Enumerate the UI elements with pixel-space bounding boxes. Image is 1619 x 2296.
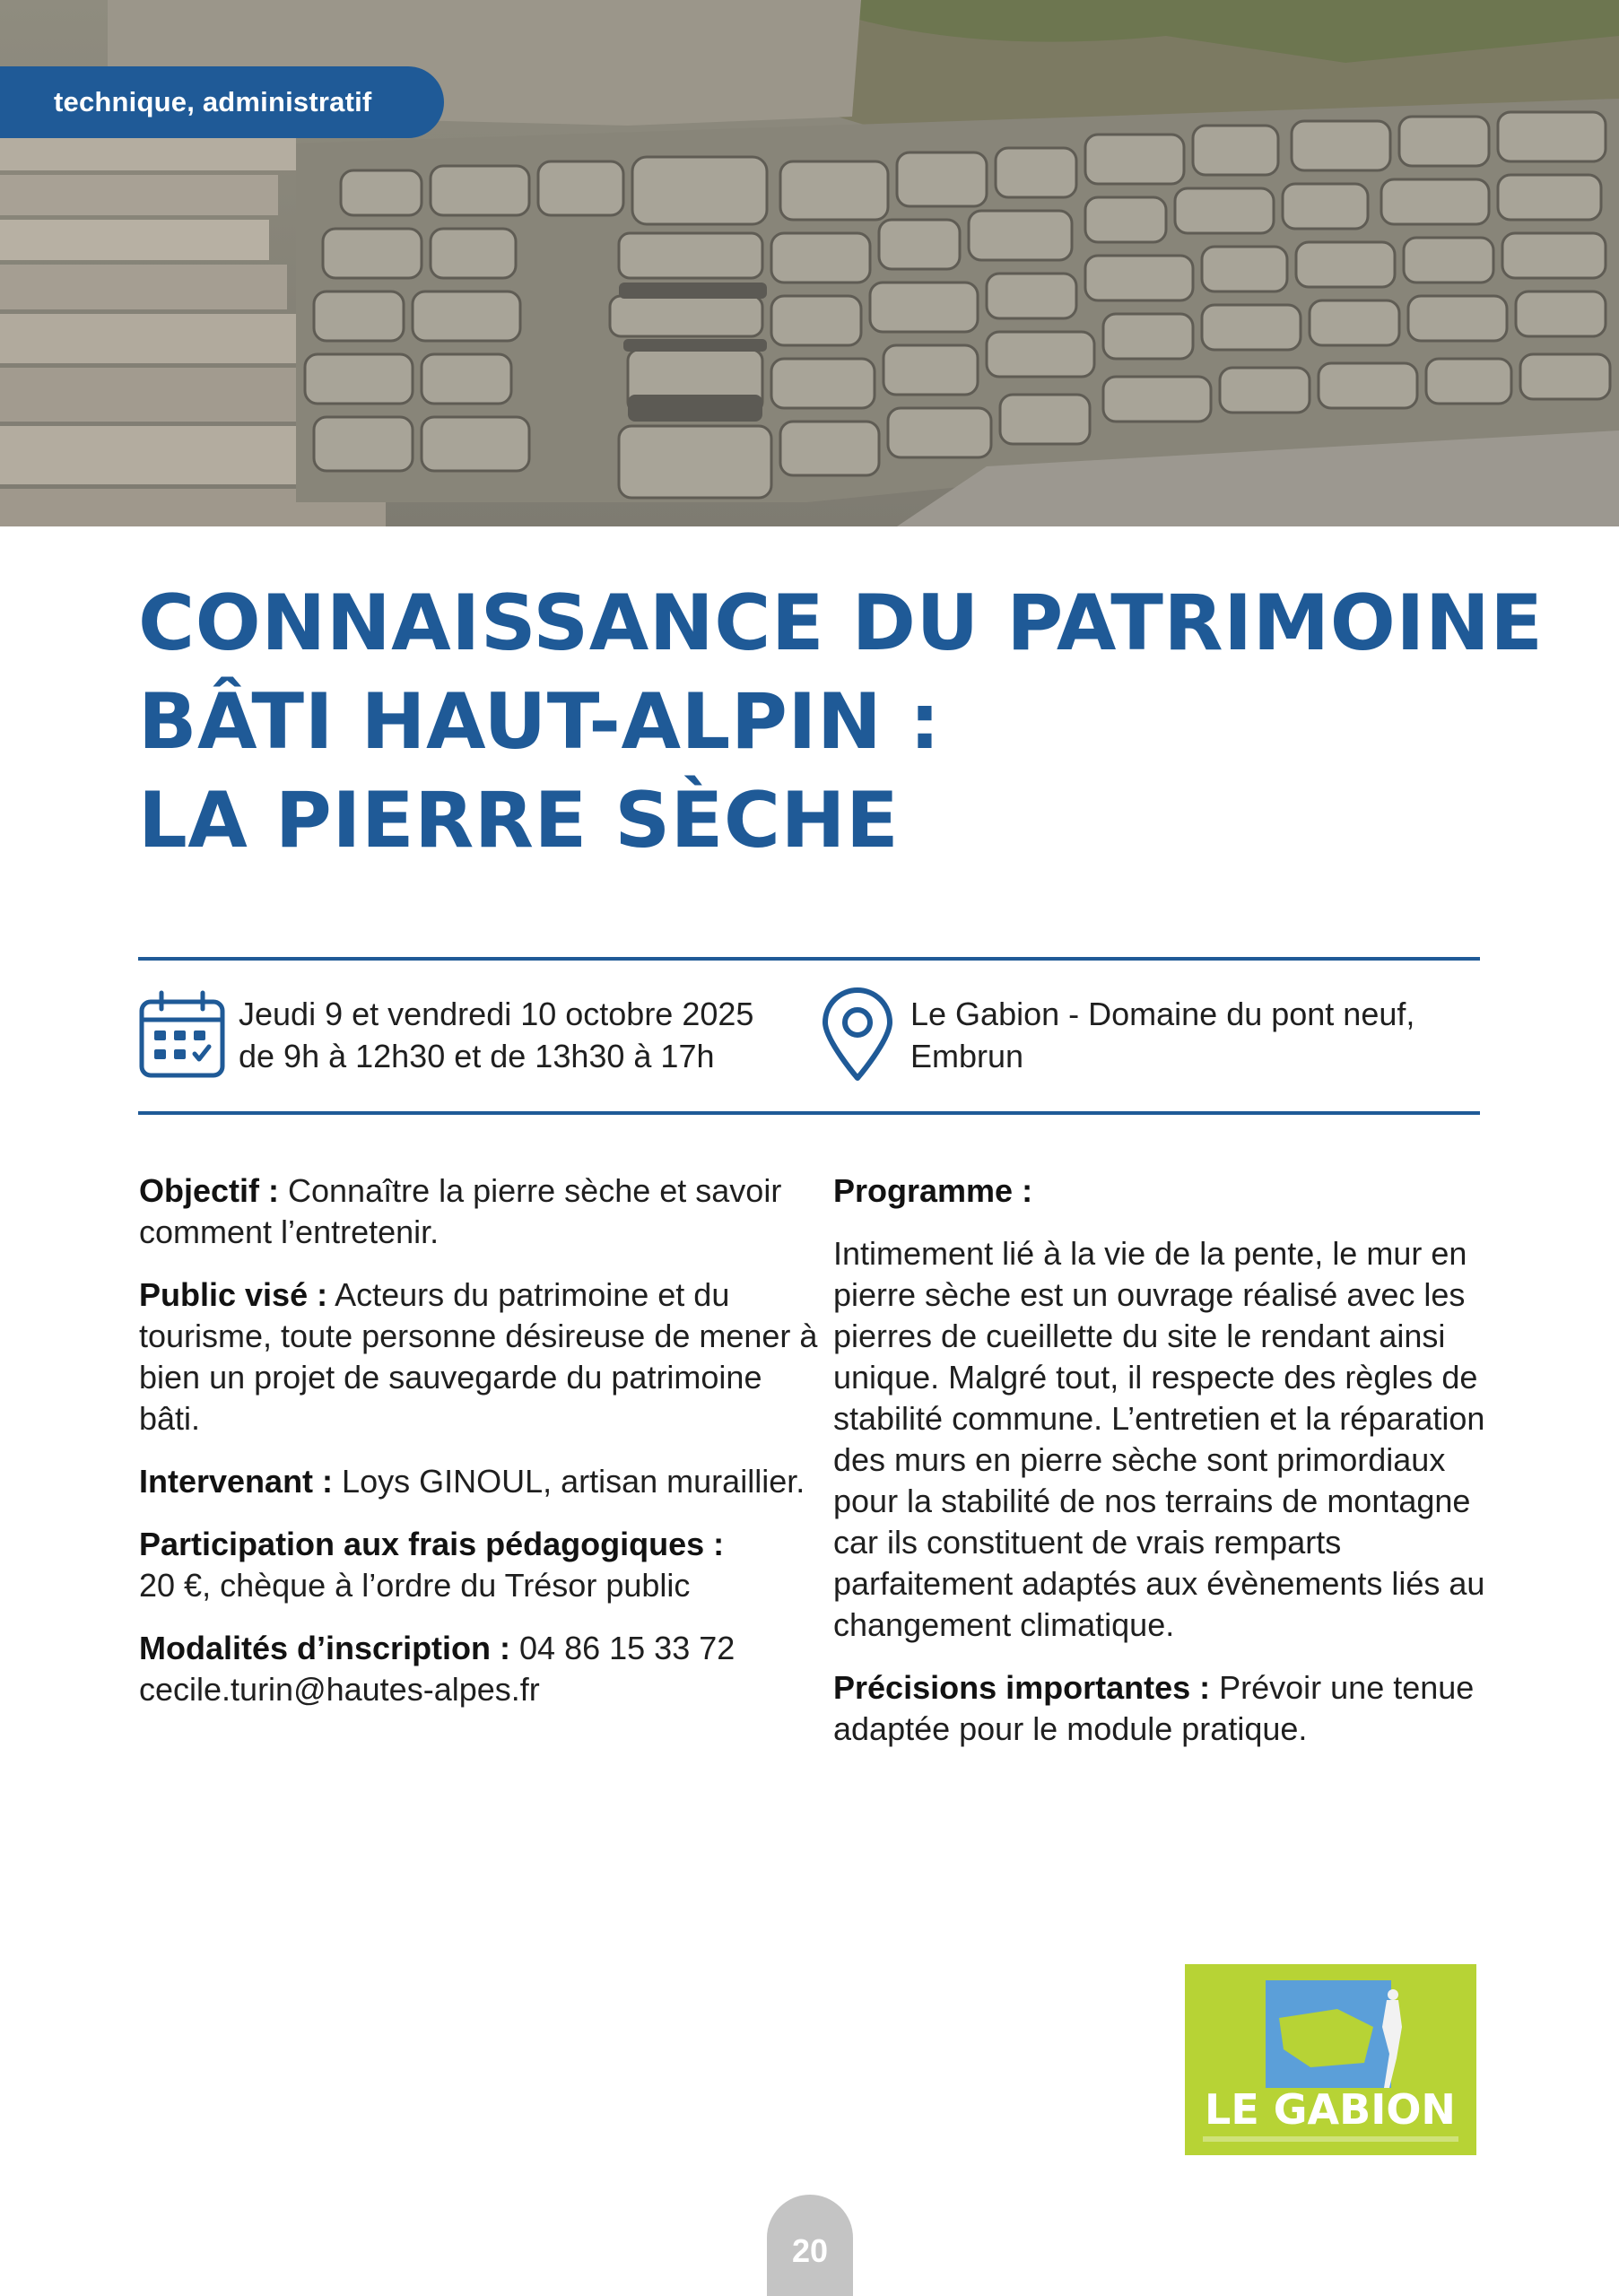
calendar-icon: [138, 989, 226, 1079]
title-line-1: CONNAISSANCE DU PATRIMOINE: [138, 578, 1544, 668]
info-top-divider: [138, 957, 1480, 961]
intervenant-text: Loys GINOUL, artisan muraillier.: [333, 1463, 805, 1500]
page-title: [138, 574, 1544, 870]
event-location-line-1: Le Gabion - Domaine du pont neuf,: [910, 996, 1415, 1032]
public-text: Acteurs du patrimoine et du tourisme, toute personne désireuse de mener à bien un projet de sauvegarde du patrimoine bâti.: [139, 1276, 818, 1437]
participation-label: Participation aux frais pédagogiques :: [139, 1526, 725, 1562]
objectif-label: Objectif :: [139, 1172, 280, 1209]
details-column: [139, 1170, 821, 1732]
precisions-label: Précisions importantes :: [833, 1669, 1211, 1706]
logo-wordmark: LE GABION: [1205, 2085, 1456, 2134]
title-line-2: BÂTI HAUT-ALPIN :: [138, 677, 941, 767]
event-date-days: Jeudi 9 et vendredi 10 octobre 2025: [239, 996, 754, 1032]
event-date-hours: de 9h à 12h30 et de 13h30 à 17h: [239, 1038, 715, 1074]
inscription-paragraph: [139, 1628, 821, 1710]
intervenant-paragraph: [139, 1461, 821, 1502]
inscription-email: cecile.turin@hautes-alpes.fr: [139, 1671, 540, 1708]
hero-photo: [0, 0, 1619, 526]
precisions-text: Prévoir une tenue adaptée pour le module pratique.: [833, 1669, 1475, 1747]
category-tag: technique, administratif: [0, 66, 444, 138]
objectif-text: Connaître la pierre sèche et savoir comment l’entretenir.: [139, 1172, 782, 1250]
programme-label: Programme :: [833, 1172, 1033, 1209]
participation-paragraph: [139, 1524, 821, 1606]
info-bottom-divider: [138, 1111, 1480, 1115]
event-location: [910, 993, 1414, 1077]
location-pin-icon: [821, 987, 894, 1082]
objectif-paragraph: [139, 1170, 821, 1253]
inscription-phone: 04 86 15 33 72: [510, 1630, 736, 1666]
title-line-3: LA PIERRE SÈCHE: [138, 776, 900, 865]
event-date: [239, 993, 753, 1077]
le-gabion-logo: [1185, 1964, 1476, 2155]
inscription-label: Modalités d’inscription :: [139, 1630, 511, 1666]
public-paragraph: [139, 1274, 821, 1439]
event-location-line-2: Embrun: [910, 1038, 1024, 1074]
page-number: 20: [767, 2195, 853, 2296]
programme-column: [833, 1170, 1497, 1771]
precisions-paragraph: [833, 1667, 1497, 1750]
intervenant-label: Intervenant :: [139, 1463, 334, 1500]
participation-text: 20 €, chèque à l’ordre du Trésor public: [139, 1567, 691, 1604]
public-label: Public visé :: [139, 1276, 328, 1313]
programme-text: Intimement lié à la vie de la pente, le mur en pierre sèche est un ouvrage réalisé avec les pierres de cueillette du site le rendant ainsi unique. Malgré tout, il respecte des règles de stabilité commune. L’entretien et la réparation des murs en pierre sèche sont primordiaux pour la stabilité de nos terrains de montagne car ils constituent de vrais remparts parfaitement adaptés aux évènements liés au changement climatique.: [833, 1235, 1485, 1643]
programme-heading: [833, 1170, 1497, 1212]
